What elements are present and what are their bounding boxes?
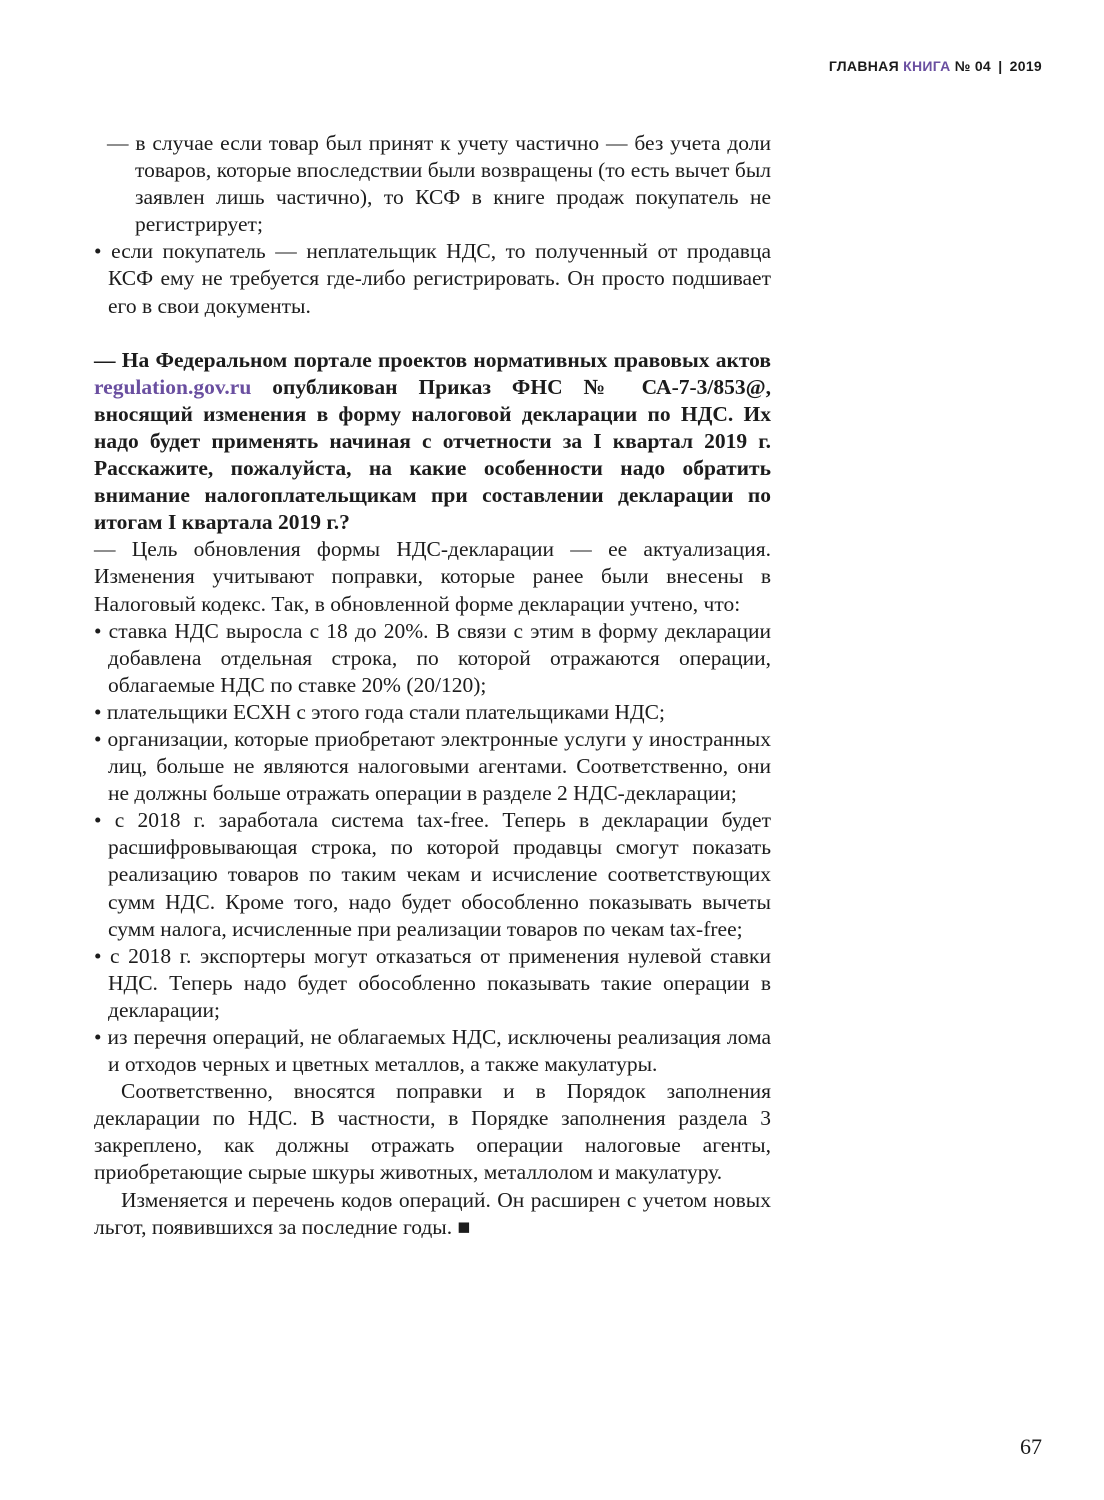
interview-question [94,347,771,537]
sub-list-item: — в случае если товар был принят к учету частично — без учета доли товаров, которые впоследствии были возвращены (то есть вычет был заявлен лишь частично), то КСФ в книге продаж покупатель не регистрирует; [107,131,771,237]
bullet-exporters: • с 2018 г. экспортеры могут отказаться от применения нулевой ставки НДС. Теперь надо будет обособленно показывать такие операции в декларации; [94,943,771,1022]
bullet-non-payer: • если покупатель — неплательщик НДС, то полученный от продавца КСФ ему не требуется где-либо регистрировать. Он просто подшивает его в свои документы. [94,239,771,318]
bullet-tax-free: • с 2018 г. заработала система tax-free. Теперь в декларации будет расшифровывающая строка, по которой продавцы смогут показать реализацию товаров по таким чекам и исчисление соответствующих сумм НДС. Кроме того, надо будет обособленно показывать вычеты сумм налога, исчисленные при реализации товаров по чекам tax-free; [94,808,771,941]
bullet-rate: • ставка НДС выросла с 18 до 20%. В связи с этим в форму декларации добавлена отдельная строка, по которой отражаются операции, облагаемые НДС по ставке 20% (20/120); [94,618,771,697]
paragraph-filling-order: Соответственно, вносятся поправки и в Порядок заполнения декларации по НДС. В частности, в Порядке заполнения раздела 3 закреплено, как должны отражать операции налоговые агенты, приобретающие сырые шкуры животных, металлолом и макулатуру. [94,1079,771,1185]
page-number: 67 [1020,1434,1042,1459]
answer-intro: — Цель обновления формы НДС-декларации — ее актуализация. Изменения учитывают поправки, которые ранее были внесены в Налоговый кодекс. Так, в обновленной форме декларации учтено, что: [94,537,771,616]
bullet-electronic-services: • организации, которые приобретают электронные услуги у иностранных лиц, больше не являются налоговыми агентами. Соответственно, они не должны больше отражать операции в разделе 2 НДС-декларации; [94,726,771,806]
issue-number: № 04 [954,58,992,74]
bullet-scrap-metal: • из перечня операций, не облагаемых НДС, исключены реализация лома и отходов черных и цветных металлов, а также макулатуры. [94,1025,771,1077]
magazine-name-first: ГЛАВНАЯ [828,58,899,74]
running-header [829,58,1042,74]
regulation-link[interactable]: regulation.gov.ru [94,374,252,399]
issue-year: 2019 [1009,58,1042,74]
article-body [94,130,771,1241]
question-text-start: — На Федеральном портале проектов нормативных правовых актов [94,347,771,372]
header-separator: | [998,58,1003,74]
question-text-end: опубликован Приказ ФНС № СА-7-3/853@, вносящий изменения в форму налоговой декларации по НДС. Их надо будет применять начиная с отчетности за I квартал 2019 г. Расскажите, пожалуйста, на какие особенности надо обратить внимание налогоплательщикам при составлении декларации по итогам I квартала 2019 г.? [94,374,771,535]
magazine-name-second: КНИГА [903,58,951,74]
bullet-eskhn: • плательщики ЕСХН с этого года стали плательщиками НДС; [94,699,665,724]
paragraph-operation-codes: Изменяется и перечень кодов операций. Он расширен с учетом новых льгот, появившихся за последние годы. ■ [94,1187,771,1239]
